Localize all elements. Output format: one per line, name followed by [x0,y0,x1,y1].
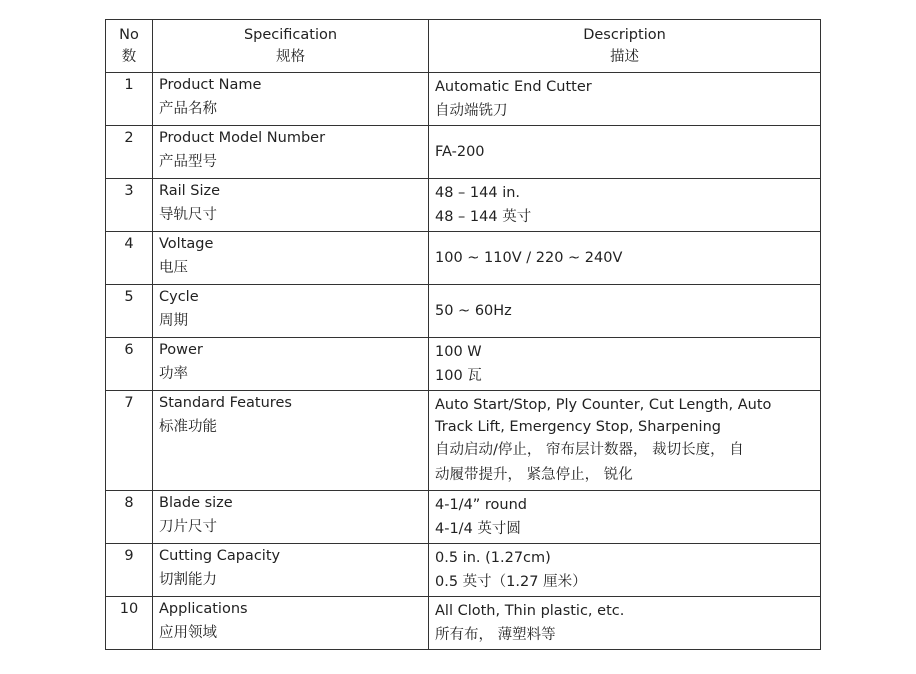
description-cell [429,126,821,179]
table-row [106,73,821,126]
desc-line: FA-200 [435,144,485,160]
spec-cell [153,597,429,650]
table-row [106,391,821,491]
spec-en: Blade size [159,495,233,511]
row-number: 5 [106,285,153,338]
spec-zh: 产品名称 [159,101,217,117]
desc-line: 所有布， 薄塑料等 [435,626,556,643]
spec-cell [153,285,429,338]
description-cell [429,179,821,232]
spec-zh: 应用领域 [159,625,217,641]
spec-zh: 切割能力 [159,572,217,588]
table-row [106,179,821,232]
row-number: 3 [106,179,153,232]
spec-en: Product Name [159,77,262,93]
description-cell [429,544,821,597]
spec-zh: 标准功能 [159,419,217,435]
spec-zh: 功率 [159,366,188,382]
table-row [106,126,821,179]
header-no [106,20,153,73]
desc-line: 自动启动/停止， 帘布层计数器， 裁切长度， 自 [435,441,744,458]
table-row [106,232,821,285]
header-description [429,20,821,73]
spec-en: Rail Size [159,183,221,199]
spec-cell [153,391,429,491]
description-cell [429,73,821,126]
desc-line: 4-1/4 英寸圆 [435,520,521,537]
spec-cell [153,338,429,391]
desc-line: All Cloth, Thin plastic, etc. [435,602,625,619]
header-spec-zh: 规格 [276,49,305,65]
description-cell [429,597,821,650]
table-row [106,338,821,391]
description-cell [429,338,821,391]
desc-line: 48 – 144 in. [435,184,521,201]
spec-en: Cutting Capacity [159,548,281,564]
row-number: 6 [106,338,153,391]
desc-line: 100 ~ 110V / 220 ~ 240V [435,250,623,266]
desc-line: Track Lift, Emergency Stop, Sharpening [435,418,721,435]
desc-line: 100 W [435,343,482,360]
header-no-en: No [119,27,139,43]
spec-en: Cycle [159,289,199,305]
spec-cell [153,179,429,232]
header-desc-en: Description [583,27,666,43]
description-cell [429,491,821,544]
row-number: 1 [106,73,153,126]
desc-line: 4-1/4” round [435,496,528,513]
spec-cell [153,126,429,179]
desc-line: Auto Start/Stop, Ply Counter, Cut Length, Auto [435,396,772,413]
spec-cell [153,491,429,544]
desc-line: 自动端铣刀 [435,102,508,119]
header-no-zh: 数 [121,49,137,65]
table-row [106,597,821,650]
spec-en: Applications [159,601,248,617]
header-specification [153,20,429,73]
spec-zh: 周期 [159,313,188,329]
row-number: 4 [106,232,153,285]
spec-en: Power [159,342,203,358]
spec-en: Voltage [159,236,214,252]
desc-line: 100 瓦 [435,367,482,384]
table-header-row [106,20,821,73]
row-number: 9 [106,544,153,597]
description-cell [429,285,821,338]
description-cell [429,232,821,285]
row-number: 7 [106,391,153,491]
header-desc-zh: 描述 [610,49,639,65]
table-row [106,285,821,338]
spec-zh: 产品型号 [159,154,217,170]
desc-line: 动履带提升， 紧急停止， 锐化 [435,466,633,483]
spec-en: Standard Features [159,395,292,411]
desc-line: 0.5 英寸（1.27 厘米） [435,573,587,590]
desc-line: Automatic End Cutter [435,78,592,95]
row-number: 10 [106,597,153,650]
spec-zh: 刀片尺寸 [159,519,217,535]
spec-cell [153,232,429,285]
row-number: 2 [106,126,153,179]
spec-cell [153,544,429,597]
desc-line: 0.5 in. (1.27cm) [435,549,551,566]
spec-zh: 导轨尺寸 [159,207,217,223]
spec-en: Product Model Number [159,130,326,146]
header-spec-en: Specification [243,27,338,43]
spec-cell [153,73,429,126]
desc-line: 48 – 144 英寸 [435,208,532,225]
spec-zh: 电压 [159,260,188,276]
desc-line: 50 ~ 60Hz [435,303,512,319]
table-row [106,544,821,597]
specification-table [105,19,821,650]
table-row [106,491,821,544]
description-cell [429,391,821,491]
row-number: 8 [106,491,153,544]
